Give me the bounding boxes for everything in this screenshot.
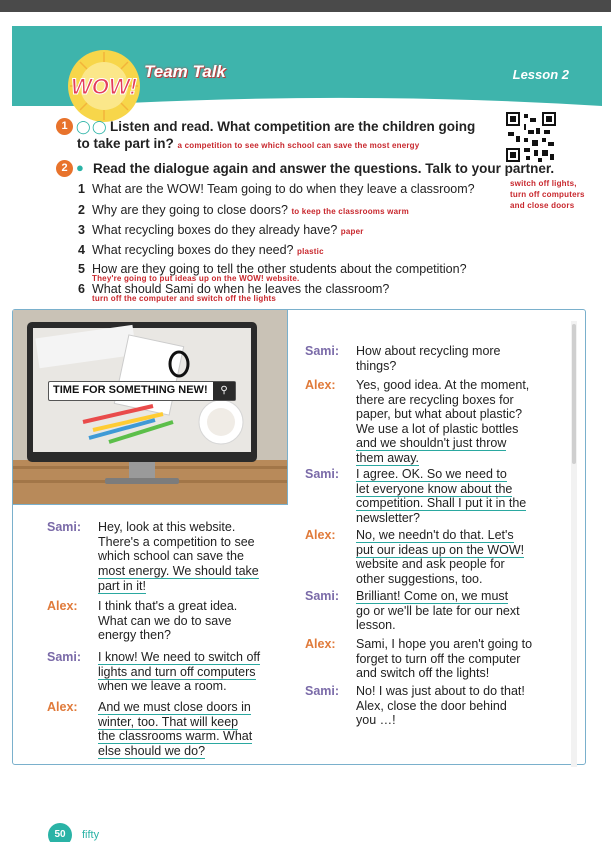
svg-text:WOW!: WOW!	[71, 74, 137, 99]
speaker-label: Alex:	[305, 378, 336, 392]
dialogue-line: No, we needn't do that. Let's put our ideas up on the WOW! website and ask people for other suggestions, too.	[356, 528, 525, 586]
activity-1-instruction-line2: to take part in? a competition to see which school can save the most energy	[77, 136, 420, 151]
search-box[interactable]	[48, 381, 236, 401]
listen-icon: ◯	[76, 119, 91, 134]
activity-1-badge: 1	[56, 118, 73, 135]
dialogue-line: I think that's a great idea. What can we do to save energy then?	[98, 599, 238, 642]
speaker-label: Sami:	[305, 684, 340, 698]
qr-code-icon[interactable]	[506, 112, 556, 162]
question-1: 1 What are the WOW! Team going to do when they leave a classroom?	[78, 182, 475, 196]
speaker-label: Alex:	[47, 700, 78, 714]
speaker-label: Sami:	[305, 344, 340, 358]
textbook-page	[0, 12, 611, 842]
page-number-word: fifty	[82, 829, 100, 841]
dialogue-line: Yes, good idea. At the moment, there are recycling boxes for paper, but what about plastic? We use a lot of plastic bottles and we shouldn't just throw them away.	[356, 378, 530, 465]
speaker-label: Alex:	[305, 637, 336, 651]
activity-2-badge: 2	[56, 160, 73, 177]
wow-logo	[66, 48, 142, 124]
question-5: 5 How are they going to tell the other students about the competition?	[78, 262, 467, 276]
question-6: 6 What should Sami do when he leaves the classroom?	[78, 282, 390, 296]
dialogue-line: And we must close doors in winter, too. That will keep the classrooms warm. What else should we do?	[98, 700, 253, 758]
viewer-top-bar	[0, 0, 611, 12]
speaker-label: Sami:	[305, 467, 340, 481]
dialogue-line: Hey, look at this website. There's a competition to see which school can save the most energy. We should take part in it!	[98, 520, 259, 593]
answer-6: turn off the computer and switch off the lights	[92, 294, 277, 303]
dialogue-line: I agree. OK. So we need to let everyone know about the competition. Shall I put it in the newsletter?	[356, 467, 527, 525]
speaker-label: Alex:	[47, 599, 78, 613]
speaker-label: Sami:	[47, 520, 82, 534]
answer-5: They're going to put ideas up on the WOW! website.	[92, 274, 300, 283]
question-4: 4 What recycling boxes do they need? plastic	[78, 243, 324, 257]
dialogue-line: How about recycling more things?	[356, 344, 501, 373]
headphones-icon: ◯	[92, 119, 107, 134]
dialogue-line: No! I was just about to do that! Alex, close the door behind you …!	[356, 684, 525, 727]
question-3: 3 What recycling boxes do they already have? paper	[78, 223, 364, 237]
activity-2-instruction: Read the dialogue again and answer the questions. Talk to your partner.	[93, 161, 555, 176]
speaker-label: Alex:	[305, 528, 336, 542]
speaker-label: Sami:	[305, 589, 340, 603]
speaker-label: Sami:	[47, 650, 82, 664]
search-box-text: TIME FOR SOMETHING NEW!	[53, 384, 208, 396]
dialogue-line: Sami, I hope you aren't going to forget to turn off the computer and switch off the lights!	[356, 637, 533, 680]
activity-1-instruction: Listen and read. What competition are the children going	[110, 119, 476, 134]
page-number: 50	[48, 823, 72, 842]
dialogue-line: I know! We need to switch off lights and turn off computers when we leave a room.	[98, 650, 261, 693]
dialogue-line: Brilliant! Come on, we must go or we'll be late for our next lesson.	[356, 589, 520, 632]
website-photo	[13, 310, 288, 505]
lesson-label: Lesson 2	[512, 67, 569, 82]
answer-1: switch off lights, turn off computers and close doors	[510, 179, 585, 210]
header-title: Team Talk	[144, 62, 226, 81]
pair-work-icon: ●	[76, 160, 84, 175]
dialogue-scrollbar-thumb[interactable]	[572, 324, 576, 464]
question-2: 2 Why are they going to close doors? to keep the classrooms warm	[78, 203, 409, 217]
activity-1-answer: a competition to see which school can save the most energy	[177, 141, 420, 150]
search-icon[interactable]: ⚲	[213, 382, 235, 400]
